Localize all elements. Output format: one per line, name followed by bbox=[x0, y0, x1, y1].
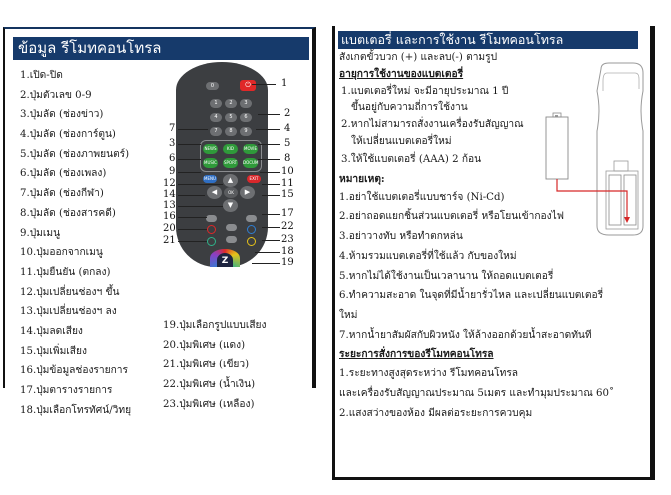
callout-number: 7 bbox=[169, 123, 176, 134]
legend-item: 6.ปุ่มลัด (ช่องเพลง) bbox=[20, 168, 107, 180]
digit-button: 3 bbox=[240, 99, 252, 108]
volume-up-icon: ▶ bbox=[240, 186, 255, 199]
legend-item: 1.เปิด-ปิด bbox=[20, 70, 63, 81]
note-item: 4.ห้ามรวมแบตเตอรี่ที่ใช้แล้ว กับของใหม่ bbox=[339, 251, 517, 262]
yellow-special-icon bbox=[247, 237, 256, 246]
legend-item: 2.ปุ่มตัวเลข 0-9 bbox=[20, 89, 92, 101]
legend-item: 13.ปุ่มเปลี่ยนช่องฯ ลง bbox=[20, 306, 117, 318]
callout-number: 2 bbox=[284, 108, 291, 119]
epg-button bbox=[246, 215, 257, 222]
callout-number: 23 bbox=[281, 234, 294, 245]
callout-number: 6 bbox=[169, 153, 176, 164]
z-logo-icon: Z bbox=[217, 253, 233, 267]
legend-item: 11.ปุ่มยืนยัน (ตกลง) bbox=[20, 266, 111, 278]
news-button: NEWS bbox=[203, 144, 218, 154]
callout-number: 3 bbox=[169, 138, 176, 149]
legend-item: 20.ปุ่มพิเศษ (แดง) bbox=[163, 339, 246, 351]
button-legend-list-col1 bbox=[20, 66, 131, 420]
callout-number: 20 bbox=[163, 223, 176, 234]
callout-number: 11 bbox=[281, 178, 294, 189]
legend-item: 7.ปุ่มลัด (ช่องกีฬา) bbox=[20, 188, 104, 200]
range-item: 1.ระยะทางสูงสุดระหว่าง รีโมทคอนโทรล bbox=[339, 368, 519, 379]
note-item: 5.หากไม่ได้ใช้งานเป็นเวลานาน ให้ถอดแบตเตอรี่ bbox=[339, 271, 554, 282]
callout-number: 5 bbox=[284, 138, 291, 149]
battery-life-item: 3.ให้ใช้แบตเตอรี่ (AAA) 2 ก้อน bbox=[341, 154, 482, 165]
volume-down-icon: ◀ bbox=[207, 186, 222, 199]
battery-life-item: 2.หากไม่สามารถสั่งงานเครื่องรับสัญญาณ bbox=[341, 119, 524, 130]
callout-number: 9 bbox=[169, 166, 176, 177]
digit-button: 6 bbox=[240, 113, 252, 122]
callout-number: 16 bbox=[163, 211, 176, 222]
digit-button: 8 bbox=[225, 127, 237, 136]
note-item: 1.อย่าใช้แบตเตอรี่แบบชาร์จ (Ni-Cd) bbox=[339, 192, 505, 203]
red-special-icon bbox=[207, 225, 216, 234]
music-button: MUSIC bbox=[203, 158, 218, 168]
legend-item: 18.ปุ่มเลือกโทรทัศน์/วิทยุ bbox=[20, 404, 132, 416]
range-heading: ระยะการสั่งการของรีโมทคอนโทรล bbox=[339, 348, 494, 360]
legend-item: 5.ปุ่มลัด (ช่องภาพยนตร์) bbox=[20, 148, 130, 160]
callout-number: 21 bbox=[163, 235, 176, 246]
docum-button: DOCUM bbox=[243, 158, 258, 168]
digit-button: 9 bbox=[240, 127, 252, 136]
power-icon: ⏻ bbox=[240, 80, 256, 91]
callout-number: 8 bbox=[284, 153, 291, 164]
note-item: 2.อย่าถอดแยกชิ้นส่วนแบตเตอรี่ หรือโยนเข้ากองไฟ bbox=[339, 211, 564, 222]
callout-number: 17 bbox=[281, 208, 294, 219]
legend-item: 12.ปุ่มเปลี่ยนช่องฯ ขึ้น bbox=[20, 286, 120, 298]
digit-button: 4 bbox=[210, 113, 222, 122]
note-item: 7.หากน้ำยาสัมผัสกับผิวหนัง ให้ล้างออกด้วยน้ำสะอาดทันที bbox=[339, 330, 592, 341]
callout-number: 1 bbox=[281, 78, 288, 89]
menu-button: MENU bbox=[204, 176, 216, 181]
zero-button: 0 bbox=[206, 82, 219, 90]
kids-button: KID bbox=[223, 144, 238, 154]
remote-info-title: ข้อมูล รีโมทคอนโทรล bbox=[13, 37, 309, 60]
legend-item: 10.ปุ่มออกจากเมนู bbox=[20, 247, 103, 259]
exit-button: EXIT bbox=[247, 175, 261, 183]
legend-item: 4.ปุ่มลัด (ช่องการ์ตูน) bbox=[20, 129, 116, 141]
legend-item: 22.ปุ่มพิเศษ (น้ำเงิน) bbox=[163, 379, 256, 391]
legend-item: 23.ปุ่มพิเศษ (เหลือง) bbox=[163, 398, 255, 410]
right-panel-edge bbox=[650, 26, 655, 480]
battery-life-item: 1.แบตเตอรี่ใหม่ จะมีอายุประมาณ 1 ปี bbox=[341, 86, 509, 97]
remote-control-illustration bbox=[170, 62, 278, 267]
channel-down-icon: ▼ bbox=[223, 199, 238, 212]
battery-life-item: ให้เปลี่ยนแบตเตอรี่ใหม่ bbox=[351, 136, 452, 147]
digit-button: 1 bbox=[210, 99, 222, 108]
info-button bbox=[206, 215, 217, 222]
blue-special-icon bbox=[247, 225, 256, 234]
legend-item: 14.ปุ่มลดเสียง bbox=[20, 325, 83, 337]
digit-button: 7 bbox=[210, 127, 222, 136]
battery-usage-panel bbox=[332, 26, 650, 480]
polarity-note: สังเกตขั้วบวก (+) และลบ(-) ตามรูป bbox=[339, 52, 498, 63]
battery-life-item: ขึ้นอยู่กับความถี่การใช้งาน bbox=[351, 102, 468, 113]
callout-number: 14 bbox=[163, 189, 176, 200]
digit-button: 5 bbox=[225, 113, 237, 122]
note-item: ใหม่ bbox=[339, 310, 358, 321]
callout-number: 13 bbox=[163, 200, 176, 211]
movie-button: MOVIE bbox=[243, 144, 258, 154]
legend-item: 16.ปุ่มข้อมูลช่องรายการ bbox=[20, 365, 128, 377]
channel-up-icon: ▲ bbox=[223, 174, 238, 187]
sport-button: SPORT bbox=[223, 158, 238, 168]
callout-number: 15 bbox=[281, 189, 294, 200]
legend-item: 17.ปุ่มตารางรายการ bbox=[20, 385, 113, 396]
callout-number: 22 bbox=[281, 221, 294, 232]
callout-number: 12 bbox=[163, 178, 176, 189]
battery-installation-illustration bbox=[535, 61, 647, 236]
notes-heading: หมายเหตุ: bbox=[339, 173, 385, 185]
legend-item: 8.ปุ่มลัด (ช่องสารคดี) bbox=[20, 207, 116, 219]
callout-number: 18 bbox=[281, 246, 294, 257]
tv-radio-button bbox=[226, 224, 237, 231]
legend-item: 3.ปุ่มลัด (ช่องข่าว) bbox=[20, 109, 104, 121]
digit-button: 2 bbox=[225, 99, 237, 108]
button-legend-list-col2 bbox=[163, 316, 266, 414]
legend-item: 15.ปุ่มเพิ่มเสียง bbox=[20, 345, 87, 357]
green-special-icon bbox=[207, 237, 216, 246]
legend-item: 21.ปุ่มพิเศษ (เขียว) bbox=[163, 359, 250, 371]
note-item: 3.อย่าวางทับ หรือทำตกหล่น bbox=[339, 231, 463, 242]
legend-item: 19.ปุ่มเลือกรูปแบบเสียง bbox=[163, 320, 267, 331]
ok-button: OK bbox=[224, 187, 238, 198]
note-item: 6.ทำความสะอาด ในจุดที่มีน้ำยารั่วไหล และเปลี่ยนแบตเตอรี่ bbox=[339, 290, 604, 301]
legend-item: 9.ปุ่มเมนู bbox=[20, 227, 61, 239]
range-item: 2.แสงสว่างของห้อง มีผลต่อระยะการควบคุม bbox=[339, 408, 533, 419]
range-item: และเครื่องรับสัญญาณประมาณ 5เมตร และทำมุมประมาณ 60˚ bbox=[339, 388, 615, 399]
callout-number: 19 bbox=[281, 257, 294, 268]
audio-button bbox=[226, 236, 237, 243]
callout-number: 4 bbox=[284, 123, 291, 134]
battery-life-heading: อายุการใช้งานของแบตเตอรี่ bbox=[339, 68, 464, 80]
battery-usage-title: แบตเตอรี่ และการใช้งาน รีโมทคอนโทรล bbox=[338, 31, 638, 49]
callout-number: 10 bbox=[281, 166, 294, 177]
